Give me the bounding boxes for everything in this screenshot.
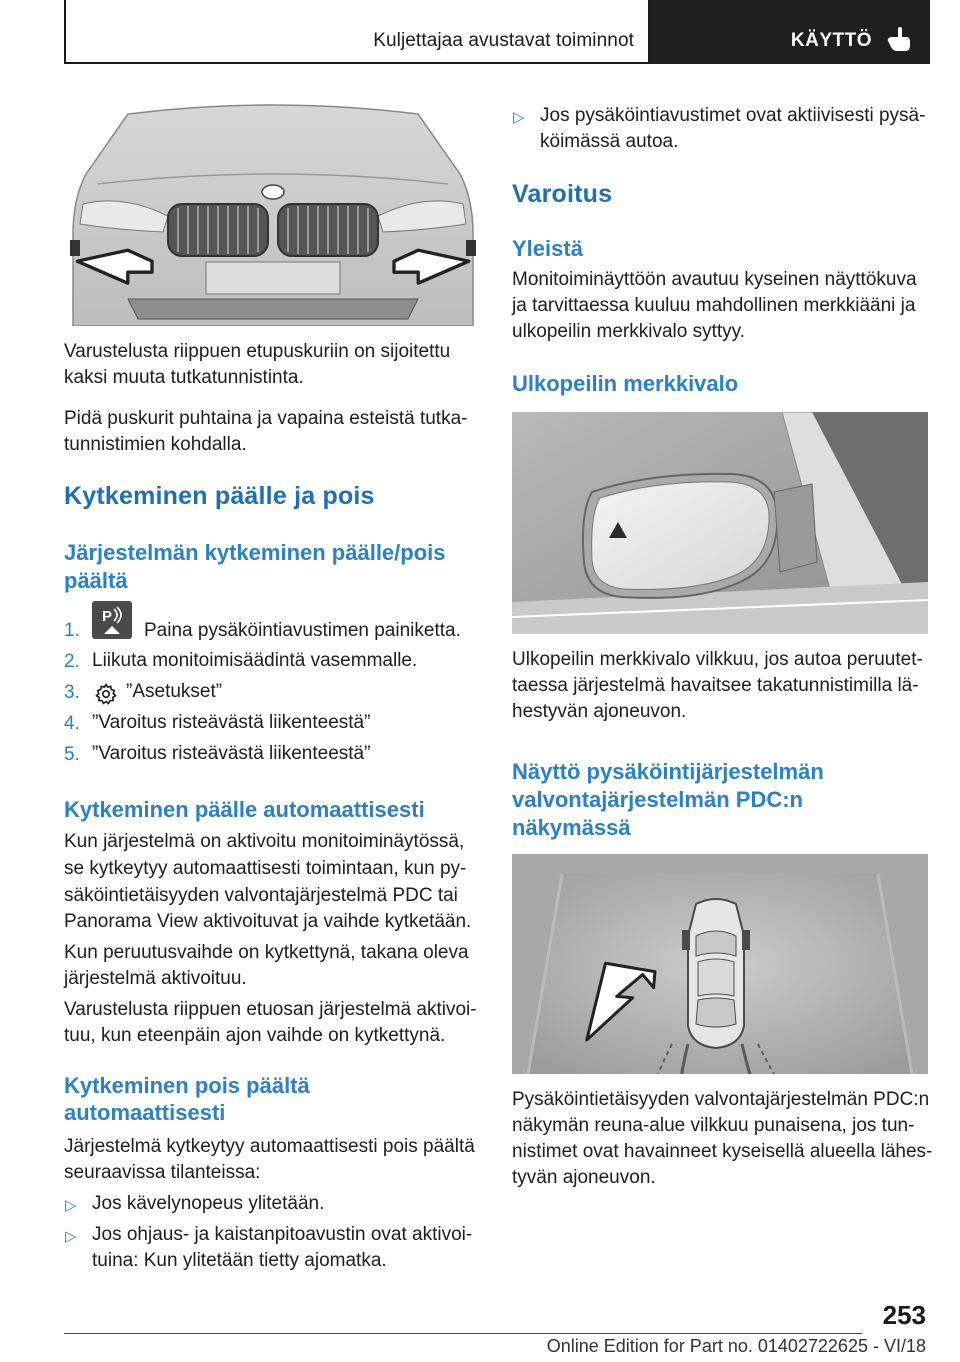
subheading-display-line1: Näyttö pysäköintijärjestelmän <box>512 759 824 784</box>
paragraph-line: näkymän reuna-alue vilkkuu punaisena, jos tun- <box>512 1115 915 1136</box>
paragraph-line: säköintietäisyyden valvontajärjestelmä PDC tai <box>64 885 458 906</box>
paragraph-line: tyvän ajoneuvon. <box>512 1167 656 1188</box>
bullet-text: tuina: Kun ylitetään tietty ajomatka. <box>92 1250 387 1271</box>
park-assist-button-icon <box>92 601 132 639</box>
triangle-right-icon: ▷ <box>65 1197 77 1214</box>
paragraph-line: ja tarvittaessa kuuluu mahdollinen merkkiääni ja <box>512 295 916 316</box>
step-text: ”Asetukset” <box>126 681 223 702</box>
step-text: ”Varoitus risteävästä liikenteestä” <box>92 712 371 733</box>
step-number: 4. <box>64 713 80 734</box>
heading-warning: Varoitus <box>512 180 613 208</box>
paragraph-line: se kytkeytyy automaattisesti toimintaan, kun py- <box>64 858 467 879</box>
paragraph-line: taessa järjestelmä havaitsee takatunnistimilla lä- <box>512 675 919 696</box>
header-chapter-tab <box>650 0 930 64</box>
pdc-view-illustration <box>512 854 928 1074</box>
step-number: 2. <box>64 651 80 672</box>
footer-edition: Online Edition for Part no. 01402722625 - VI/18 <box>546 1336 926 1356</box>
page-number: 253 <box>882 1300 926 1330</box>
subheading-system-line1: Järjestelmän kytkeminen päälle/pois <box>64 540 446 565</box>
paragraph-line: Kun järjestelmä on aktivoitu monitoiminäytössä, <box>64 831 465 852</box>
paragraph-line: Ulkopeilin merkkivalo vilkkuu, jos autoa peruutet- <box>512 649 923 670</box>
step-number: 5. <box>64 744 80 765</box>
footer-divider <box>64 1333 862 1334</box>
subheading-auto-off-line2: automaattisesti <box>64 1100 226 1125</box>
heading-switch: Kytkeminen päälle ja pois <box>64 482 375 510</box>
pointing-hand-icon <box>886 26 912 52</box>
paragraph-line: Pidä puskurit puhtaina ja vapaina esteistä tutka- <box>64 408 468 429</box>
bullet-text: köimässä autoa. <box>540 131 679 152</box>
paragraph-line: Pysäköintietäisyyden valvontajärjestelmän PDC:n <box>512 1089 930 1110</box>
step-text: ”Varoitus risteävästä liikenteestä” <box>92 743 371 764</box>
bullet-text: Jos kävelynopeus ylitetään. <box>92 1193 325 1214</box>
triangle-right-icon: ▷ <box>513 109 525 126</box>
subheading-general: Yleistä <box>512 236 583 261</box>
step-number: 1. <box>64 620 80 641</box>
subheading-display-line2: valvontajärjestelmän PDC:n <box>512 787 803 812</box>
paragraph-line: Järjestelmä kytkeytyy automaattisesti pois päältä <box>64 1136 475 1157</box>
paragraph-line: tunnistimien kohdalla. <box>64 434 247 455</box>
car-front-bumper-illustration <box>68 104 478 326</box>
bullet-text: Jos ohjaus- ja kaistanpitoavustin ovat aktivoi- <box>92 1224 473 1245</box>
step-text: Paina pysäköintiavustimen painiketta. <box>144 620 461 641</box>
subheading-display-line3: näkymässä <box>512 815 631 840</box>
caption-line: Varustelusta riippuen etupuskuriin on sijoitettu <box>64 341 451 362</box>
paragraph-line: Panorama View aktivoituvat ja vaihde kytketään. <box>64 911 472 932</box>
paragraph-line: Varustelusta riippuen etuosan järjestelmä aktivoi- <box>64 999 477 1020</box>
subheading-mirror: Ulkopeilin merkkivalo <box>512 371 739 396</box>
step-number: 3. <box>64 682 80 703</box>
subheading-auto-off-line1: Kytkeminen pois päältä <box>64 1073 310 1098</box>
side-mirror-illustration <box>512 412 928 634</box>
paragraph-line: Monitoiminäyttöön avautuu kyseinen näyttökuva <box>512 269 917 290</box>
paragraph-line: Kun peruutusvaihde on kytkettynä, takana oleva <box>64 942 469 963</box>
paragraph-line: tuu, kun eteenpäin ajon vaihde on kytkettynä. <box>64 1025 446 1046</box>
header-section-title: Kuljettajaa avustavat toiminnot <box>373 30 634 51</box>
paragraph-line: järjestelmä aktivoituu. <box>64 968 247 989</box>
header-chapter-title: KÄYTTÖ <box>790 30 872 51</box>
paragraph-line: nistimet ovat havainneet kyseisellä alueella lähes- <box>512 1141 933 1162</box>
paragraph-line: hestyvän ajoneuvon. <box>512 701 687 722</box>
paragraph-line: ulkopeilin merkkivalo syttyy. <box>512 321 746 342</box>
gear-settings-icon <box>94 682 118 706</box>
subheading-system-line2: päältä <box>64 568 128 593</box>
subheading-auto-on: Kytkeminen päälle automaattisesti <box>64 797 425 822</box>
triangle-right-icon: ▷ <box>65 1228 77 1245</box>
caption-line: kaksi muuta tutkatunnistinta. <box>64 367 304 388</box>
bullet-text: Jos pysäköintiavustimet ovat aktiivisesti pysä- <box>540 105 926 126</box>
svg-text:P: P <box>102 608 113 625</box>
paragraph-line: seuraavissa tilanteissa: <box>64 1162 261 1183</box>
header-section-tab <box>64 0 650 64</box>
step-text: Liikuta monitoimisäädintä vasemmalle. <box>92 650 418 671</box>
